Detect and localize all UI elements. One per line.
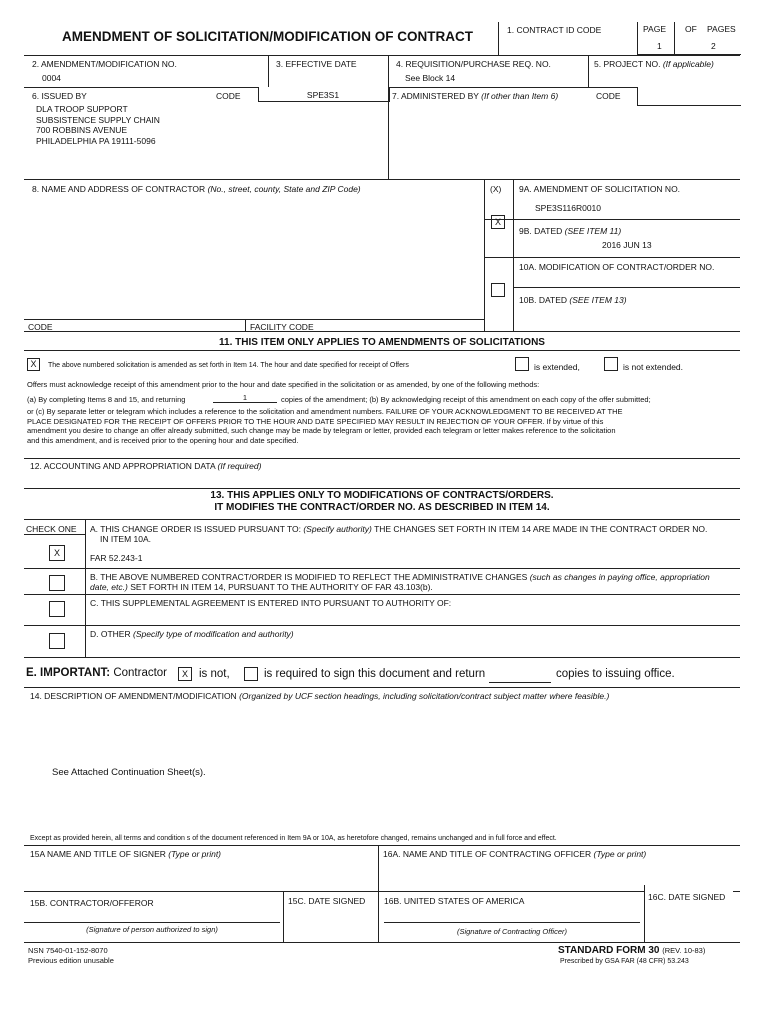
- 9a-label: 9A. AMENDMENT OF SOLICITATION NO.: [519, 184, 681, 194]
- not-extended-checkbox[interactable]: [604, 357, 618, 371]
- item11-line3b: copies of the amendment; (b) By acknowledging receipt of this amendment on each copy of the offer submitted;: [281, 395, 651, 404]
- amendment-no-value[interactable]: 0004: [42, 73, 61, 83]
- 15b-label: 15B. CONTRACTOR/OFFEROR: [30, 898, 154, 908]
- is-required-label: is required to sign this document and return: [264, 668, 486, 680]
- is-required-checkbox[interactable]: [244, 667, 258, 681]
- nsn-block: NSN 7540-01-152-8070 Previous edition unusable: [28, 946, 114, 965]
- officer-signature-line[interactable]: [384, 922, 640, 923]
- signature-person-caption: (Signature of person authorized to sign): [86, 925, 218, 934]
- project-no-label: 5. PROJECT NO. (If applicable): [594, 59, 714, 69]
- requisition-label: 4. REQUISITION/PURCHASE REQ. NO.: [396, 59, 551, 69]
- contractor-code-label: CODE: [28, 322, 53, 332]
- item11-checkbox[interactable]: X: [27, 358, 40, 371]
- 9b-checkbox[interactable]: X: [491, 215, 505, 229]
- 13b-label: B. THE ABOVE NUMBERED CONTRACT/ORDER IS MODIFIED TO REFLECT THE ADMINISTRATIVE CHANGES (such as changes in paying office, appropriation date, etc.) SET FORTH IN ITEM 14, PURSUANT TO THE AUTHORITY OF FAR 43.103(b).: [90, 572, 710, 592]
- 16a-label: 16A. NAME AND TITLE OF CONTRACTING OFFICER (Type or print): [383, 849, 647, 859]
- prescribed-label: Prescribed by GSA FAR (48 CFR) 53.243: [560, 958, 689, 965]
- 9a-value[interactable]: SPE3S116R0010: [535, 203, 602, 213]
- effective-date-label: 3. EFFECTIVE DATE: [276, 59, 357, 69]
- copies-label: copies to issuing office.: [556, 668, 675, 680]
- important-line: E. IMPORTANT: Contractor: [26, 667, 168, 679]
- 13c-label: C. THIS SUPPLEMENTAL AGREEMENT IS ENTERED INTO PURSUANT TO AUTHORITY OF:: [90, 598, 452, 608]
- x-column-label: (X): [490, 184, 502, 194]
- requisition-value[interactable]: See Block 14: [405, 73, 456, 83]
- 16c-label: 16C. DATE SIGNED: [648, 892, 726, 902]
- 13d-checkbox[interactable]: [49, 633, 65, 649]
- 13d-label: D. OTHER (Specify type of modification and authority): [90, 629, 294, 639]
- of-label: OF: [685, 24, 697, 34]
- pages-label: PAGES: [707, 24, 736, 34]
- contract-id-label: 1. CONTRACT ID CODE: [507, 25, 602, 35]
- 13a-line2: IN ITEM 10A.: [100, 534, 152, 544]
- 15a-label: 15A NAME AND TITLE OF SIGNER (Type or print): [30, 849, 222, 859]
- 13a-value[interactable]: FAR 52.243-1: [90, 553, 143, 563]
- is-not-checkbox[interactable]: X: [178, 667, 192, 681]
- page-value: 1: [657, 41, 662, 51]
- terms-note: Except as provided herein, all terms and condition s of the document referenced in Item 9A or 10A, as heretofore changed, remains unchanged and in full force and effect.: [30, 835, 557, 842]
- check-one-label: CHECK ONE: [26, 524, 77, 534]
- 13a-label: A. THIS CHANGE ORDER IS ISSUED PURSUANT TO: (Specify authority) THE CHANGES SET FORTH IN ITEM 14 ARE MADE IN THE CONTRACT ORDER NO.: [90, 524, 708, 534]
- item11-body: or (c) By separate letter or telegram which includes a reference to the solicitation and amendment numbers. FAILURE OF YOUR ACKNOWLEDGMENT TO BE RECEIVED AT THE PLACE DESIGNATED FOR THE RECEIPT OF OFFERS PRIOR TO THE HOUR AND DATE SPECIFIED MAY RESULT IN REJECTION OF YOUR OFFER. If by virtue of this amendment you desire to change an offer already submitted, such change may be made by telegram or letter, provided each telegram or letter makes reference to the solicitation and this amendment, and is received prior to the opening hour and date specified.: [27, 407, 623, 445]
- accounting-label: 12. ACCOUNTING AND APPROPRIATION DATA (If required): [30, 461, 262, 471]
- 13b-checkbox[interactable]: [49, 575, 65, 591]
- item11-line1: The above numbered solicitation is amended as set forth in Item 14. The hour and date specified for receipt of Offers: [48, 362, 409, 369]
- 9b-date-value[interactable]: 2016 JUN 13: [602, 240, 652, 250]
- item11-line2: Offers must acknowledge receipt of this amendment prior to the hour and date specified in the solicitation or as amended, by one of the following methods:: [27, 380, 540, 389]
- copies-value[interactable]: 1: [213, 393, 277, 403]
- 13c-checkbox[interactable]: [49, 601, 65, 617]
- extended-label: is extended,: [534, 362, 580, 372]
- issued-by-label: 6. ISSUED BY: [32, 91, 87, 101]
- administered-by-label: 7. ADMINISTERED BY (If other than Item 6): [392, 91, 559, 101]
- issued-code-label: CODE: [216, 91, 241, 101]
- standard-form-label: STANDARD FORM 30 (REV. 10-83): [558, 945, 706, 956]
- issuer-address: DLA TROOP SUPPORT SUBSISTENCE SUPPLY CHAIN 700 ROBBINS AVENUE PHILADELPHIA PA 19111-5096: [36, 104, 160, 146]
- 15c-label: 15C. DATE SIGNED: [288, 896, 366, 906]
- 10a-label: 10A. MODIFICATION OF CONTRACT/ORDER NO.: [519, 262, 715, 272]
- 10-checkbox[interactable]: [491, 283, 505, 297]
- 10b-label: 10B. DATED (SEE ITEM 13): [519, 295, 627, 305]
- item11-line3a: (a) By completing Items 8 and 15, and returning: [27, 395, 186, 404]
- not-extended-label: is not extended.: [623, 362, 684, 372]
- is-not-label: is not,: [199, 668, 230, 680]
- signature-officer-caption: (Signature of Contracting Officer): [456, 927, 568, 936]
- description-label: 14. DESCRIPTION OF AMENDMENT/MODIFICATION (Organized by UCF section headings, including solicitation/contract subject matter where feasible.): [30, 691, 610, 701]
- extended-checkbox[interactable]: [515, 357, 529, 371]
- 16b-label: 16B. UNITED STATES OF AMERICA: [384, 896, 525, 906]
- admin-code-label: CODE: [596, 91, 621, 101]
- item13-title: 13. THIS APPLIES ONLY TO MODIFICATIONS OF CONTRACTS/ORDERS. IT MODIFIES THE CONTRACT/ORDER NO. AS DESCRIBED IN ITEM 14.: [210, 490, 554, 513]
- description-body[interactable]: See Attached Continuation Sheet(s).: [52, 767, 206, 778]
- page-label: PAGE: [643, 24, 666, 34]
- 13a-checkbox[interactable]: X: [49, 545, 65, 561]
- amendment-no-label: 2. AMENDMENT/MODIFICATION NO.: [32, 59, 177, 69]
- 9b-label: 9B. DATED (SEE ITEM 11): [519, 226, 622, 236]
- item11-title: 11. THIS ITEM ONLY APPLIES TO AMENDMENTS OF SOLICITATIONS: [219, 337, 545, 348]
- pages-value: 2: [711, 41, 716, 51]
- contractor-name-label: 8. NAME AND ADDRESS OF CONTRACTOR (No., street, county, State and ZIP Code): [32, 184, 361, 194]
- form-title: AMENDMENT OF SOLICITATION/MODIFICATION OF CONTRACT: [62, 29, 473, 44]
- issued-code-value[interactable]: SPE3S1: [306, 90, 340, 100]
- contractor-signature-line[interactable]: [24, 922, 280, 923]
- facility-code-label: FACILITY CODE: [250, 322, 314, 332]
